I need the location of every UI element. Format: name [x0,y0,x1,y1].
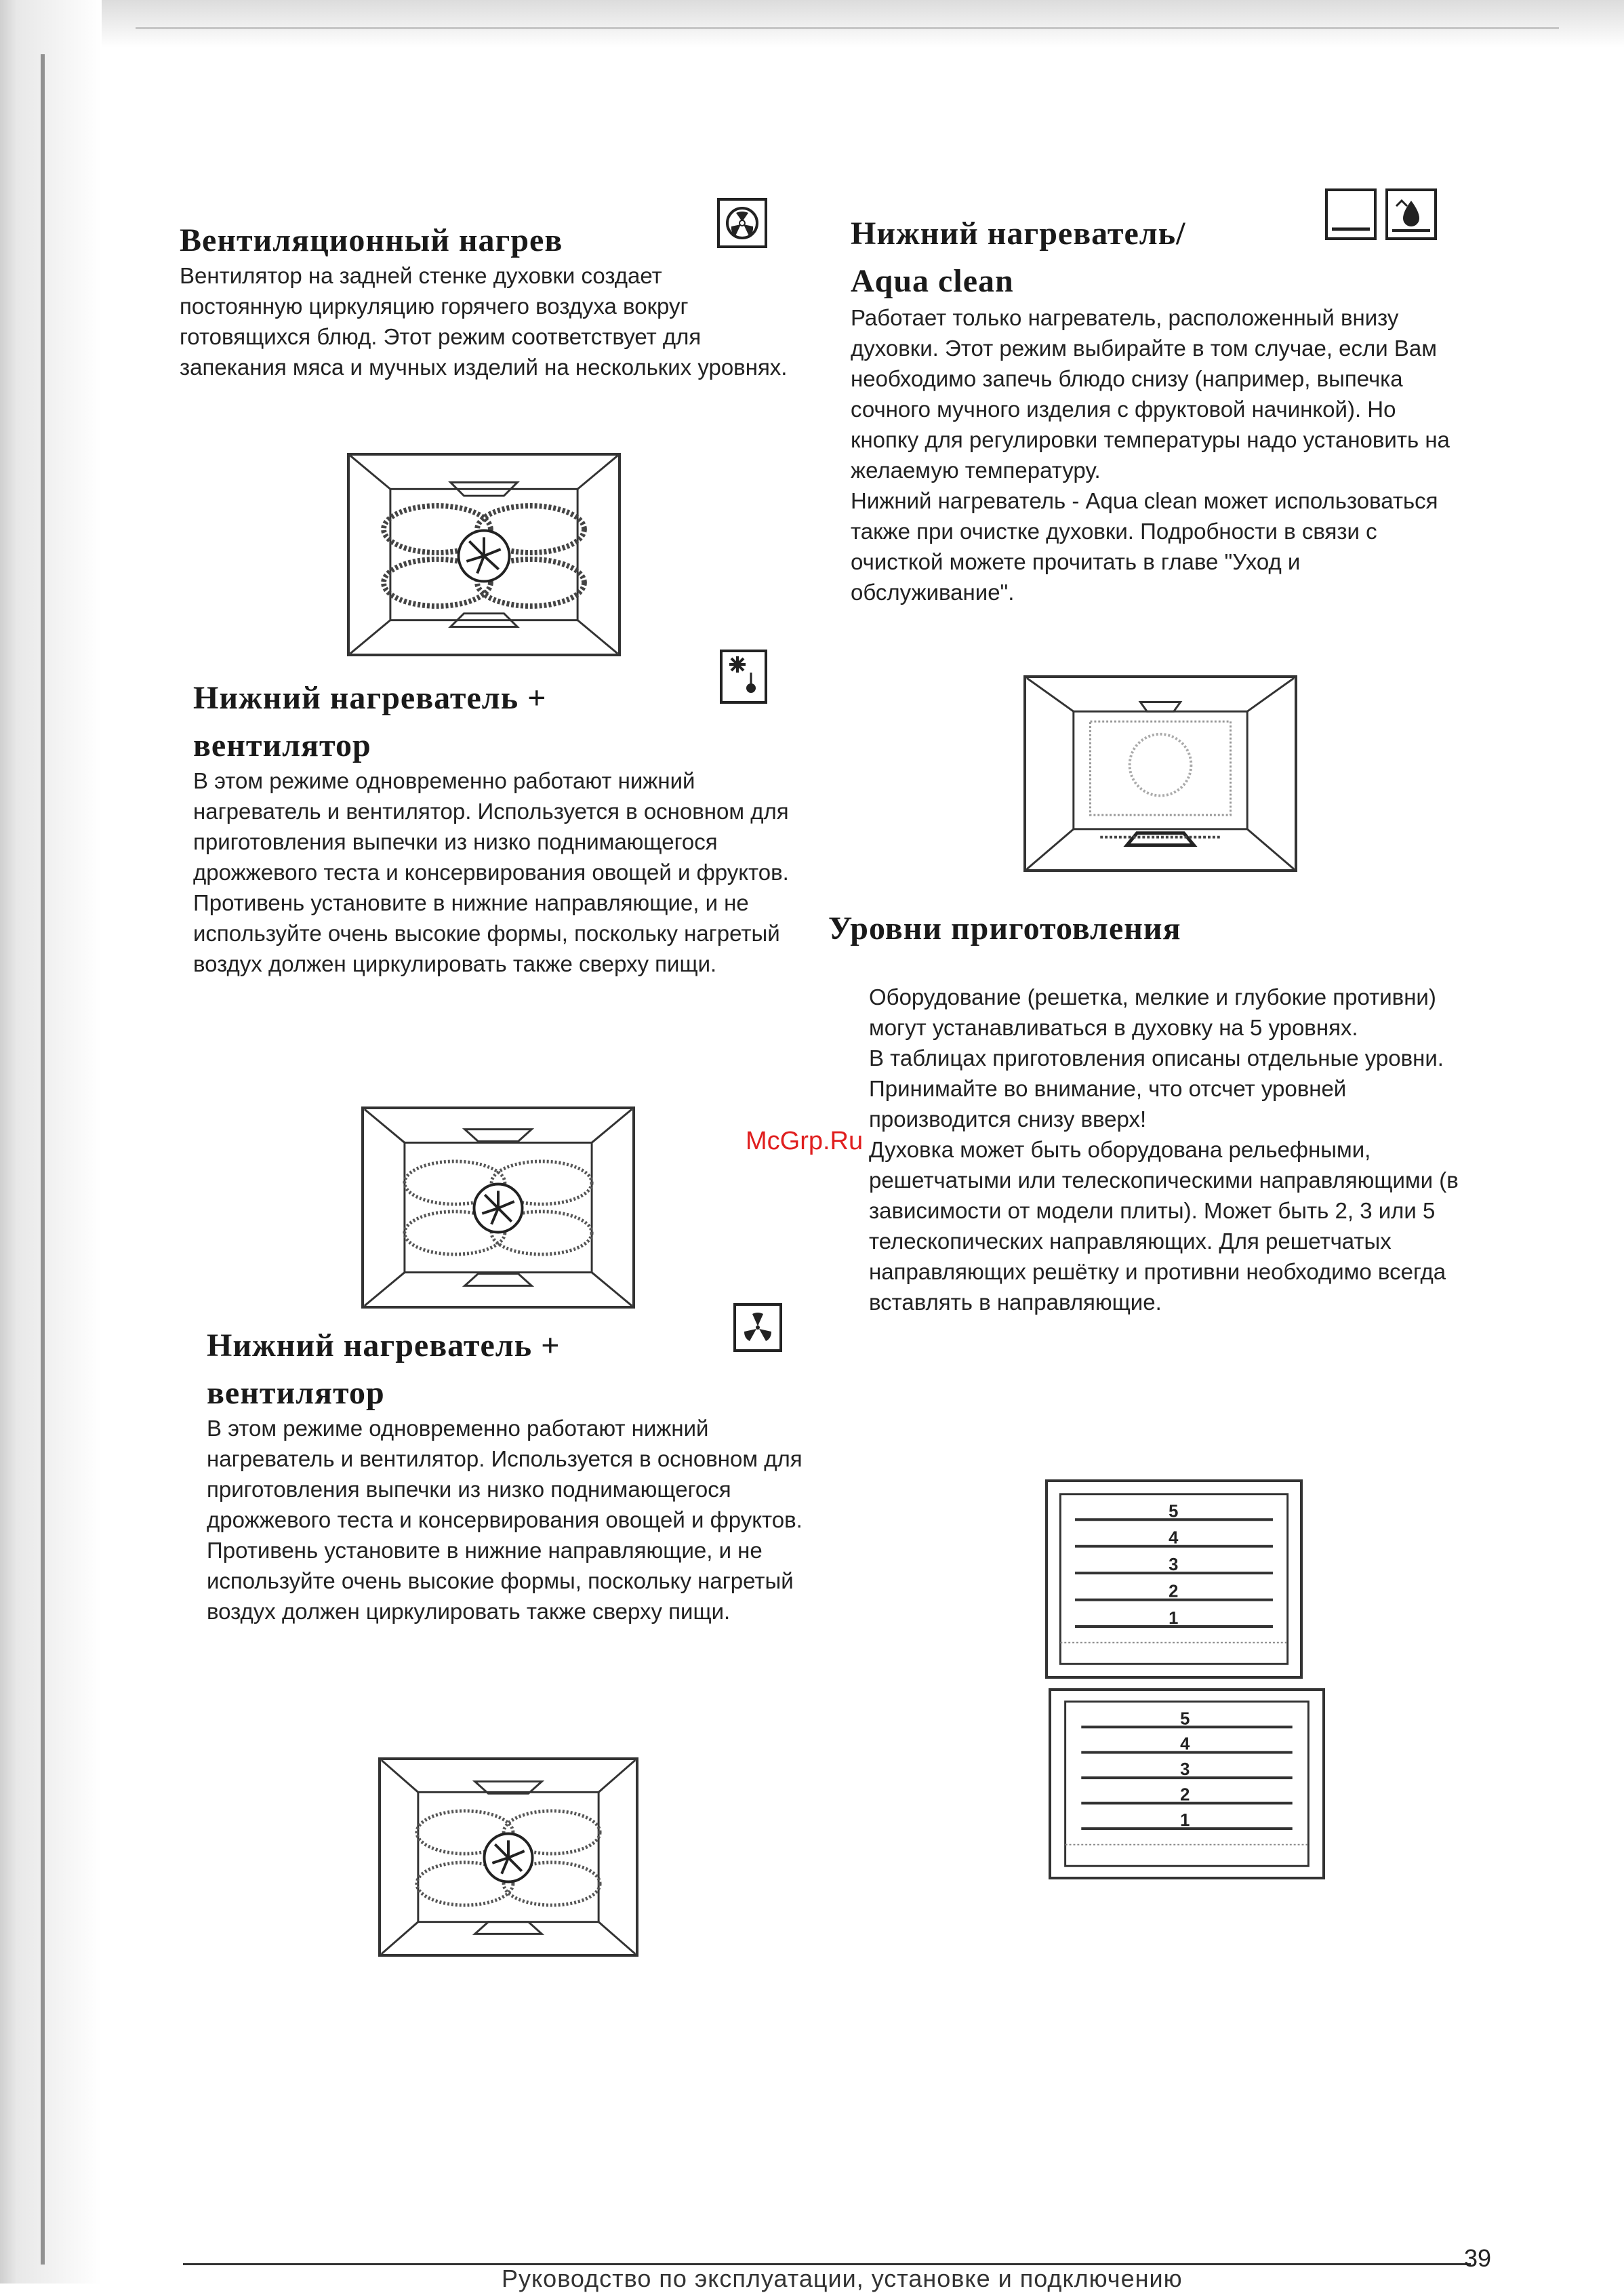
shelf-level-label: 4 [1169,1528,1179,1548]
section-title-line2: вентилятор [193,727,371,763]
oven-fan-diagram-2 [378,1757,638,1957]
paragraph: В таблицах приготовления описаны отдельные уровни. [869,1045,1444,1071]
section-text [869,982,1465,1317]
paragraph: Нижний нагреватель - Aqua clean может использоваться также при очистке духовки. Подробности в связи с очисткой можете прочитать в главе "Уход и обслуживание". [851,488,1438,605]
levels-svg-1 [1048,1482,1300,1676]
page-number: 39 [1464,2244,1492,2272]
section-title-line1: Нижний нагреватель/ [851,216,1186,252]
section-bottom-heater-aqua [851,210,1461,607]
shelf-level-label: 4 [1180,1734,1190,1754]
paragraph: Оборудование (решетка, мелкие и глубокие противни) могут устанавливаться в духовку на 5 уровнях. [869,984,1436,1040]
paragraph: Противень установите в нижние направляющие, и не используйте очень высокие формы, поскольку нагретый воздух должен циркулировать также сверху пищи. [207,1538,794,1624]
watermark: McGrp.Ru [746,1127,864,1155]
footer-text: Руководство по эксплуатации, установке и подключению [502,2265,1183,2292]
section-text: Вентилятор на задней стенке духовки создает постоянную циркуляцию горячего воздуха вокруг готовящихся блюд. Этот режим соответствует для запекания мяса и мучных изделий на нескольких уровнях. [180,263,788,380]
section-title-line2: вентилятор [207,1375,385,1411]
paragraph: Принимайте во внимание, что отсчет уровней производится снизу вверх! [869,1076,1347,1132]
shelf-level-label: 5 [1180,1709,1190,1729]
scan-line-top [136,27,1559,29]
bottom-heater-icon [1325,188,1377,240]
aqua-clean-icon [1385,188,1437,240]
section-title-line1: Нижний нагреватель + [193,680,547,716]
shelf-level-label: 5 [1169,1502,1179,1521]
levels-svg-2 [1051,1691,1322,1877]
oven-levels-diagram-1 [1045,1479,1303,1679]
section-bottom-heater-fan [193,675,803,979]
shelf-level-label: 1 [1180,1811,1190,1831]
oven-bottom-fan-diagram [361,1106,635,1309]
cooking-levels-text [869,982,1465,1317]
bottom-heater-fan-icon [720,650,767,704]
section-title: Вентиляционный нагрев [180,222,563,258]
oven-bottom-heater-diagram [1023,675,1297,872]
oven-levels-diagram-2 [1049,1688,1325,1879]
section-text [851,302,1461,607]
section-fan-heating [180,217,790,382]
section-title: Уровни приготовления [828,911,1181,946]
shelf-level-label: 2 [1180,1785,1190,1805]
shelf-level-label: 1 [1169,1609,1179,1629]
section-title-line1: Нижний нагреватель + [207,1328,561,1363]
paragraph: Противень установите в нижние направляющие, и не используйте очень высокие формы, поскольку нагретый воздух должен циркулировать также сверху пищи. [193,890,780,976]
section-text [193,765,803,979]
section-cooking-levels [828,905,1438,953]
fan-icon [733,1303,782,1352]
shelf-level-label: 2 [1169,1582,1179,1601]
shelf-level-label: 3 [1169,1555,1179,1575]
section-fan-bottom [207,1322,817,1627]
scan-line-left [41,54,45,2265]
fan-heating-icon [717,198,767,248]
section-title-line2: Aqua clean [851,263,1014,299]
scan-shadow-left [0,0,102,2284]
paragraph: Духовка может быть оборудована рельефными, решетчатыми или телескопическими направляющими (в зависимости от модели плиты). Может быть 2, 3 или 5 телескопических направляющих. Для решетчатых направляющих решётку и противни необходимо всегда вставлять в направляющие. [869,1137,1459,1315]
shelf-level-label: 3 [1180,1760,1190,1780]
oven-fan-diagram [347,453,621,656]
paragraph: В этом режиме одновременно работают нижний нагреватель и вентилятор. Используется в основном для приготовления выпечки из низко поднимающегося дрожжевого теста и консервирования овощей и фруктов. [207,1416,803,1532]
paragraph: Работает только нагреватель, расположенный внизу духовки. Этот режим выбирайте в том случае, если Вам необходимо запечь блюдо снизу (например, выпечка сочного мучного изделия с фруктовой начинкой). Но кнопку для регулировки температуры надо установить на желаемую температуру. [851,305,1450,483]
paragraph: В этом режиме одновременно работают нижний нагреватель и вентилятор. Используется в основном для приготовления выпечки из низко поднимающегося дрожжевого теста и консервирования овощей и фруктов. [193,768,789,885]
section-text [207,1413,817,1627]
scan-shadow-top [0,0,1624,47]
